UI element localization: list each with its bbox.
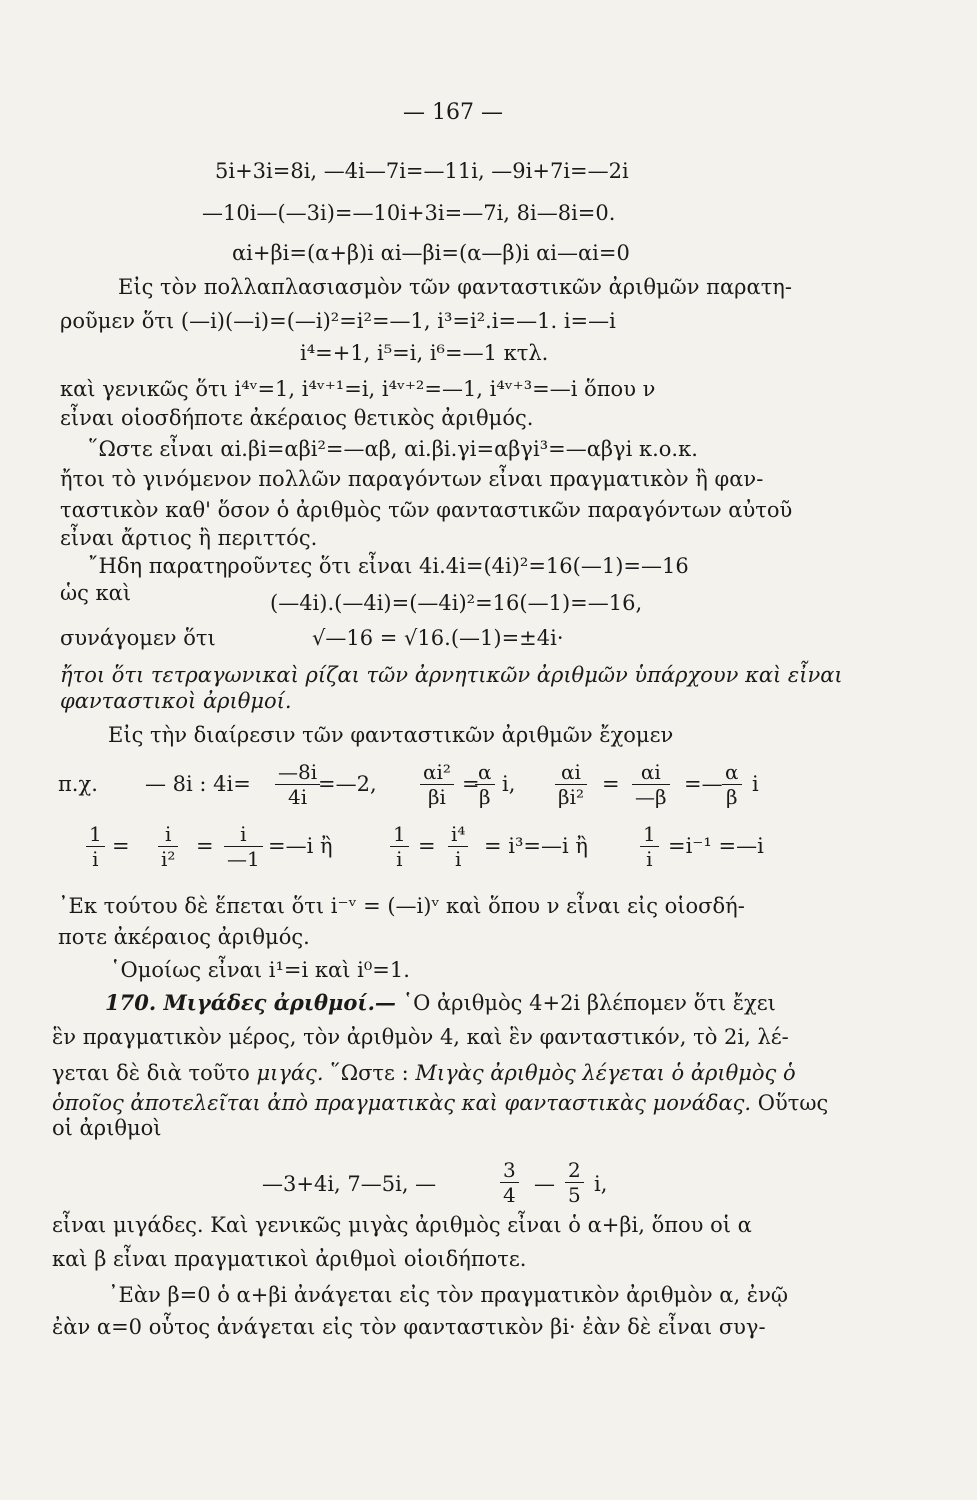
fraction: $\frac{\text{i⁴}}{i}$ bbox=[448, 822, 468, 871]
text-line: συνάγομεν ὅτι bbox=[60, 626, 216, 650]
text-line: καὶ γενικῶς ὅτι i⁴ᵛ=1, i⁴ᵛ⁺¹=i, i⁴ᵛ⁺²=—1, i⁴ᵛ⁺³=—i ὅπου ν bbox=[60, 377, 656, 401]
text-line: ῎Ηδη παρατηροῦντες ὅτι εἶναι 4i.4i=(4i)²=16(—1)=—16 bbox=[88, 554, 689, 578]
text-line: οἱ ἀριθμοὶ bbox=[52, 1116, 162, 1140]
text-line: εἶναι οἱοσδήποτε ἀκέραιος θετικὸς ἀριθμός. bbox=[60, 406, 534, 430]
equation-part: = bbox=[112, 834, 130, 858]
equation-part: i, bbox=[594, 1172, 608, 1196]
fraction: $\frac{\alpha}{\beta}$ bbox=[475, 760, 495, 809]
equation-part: =— bbox=[684, 772, 723, 796]
text-line: ἤτοι τὸ γινόμενον πολλῶν παραγόντων εἶναι πραγματικὸν ἢ φαν- bbox=[60, 467, 764, 491]
equation-line: αi+βi=(α+β)i αi—βi=(α—β)i αi—αi=0 bbox=[232, 241, 630, 265]
fraction: $\frac{1}{i}$ bbox=[390, 822, 409, 871]
text-span: Οὕτως bbox=[757, 1091, 829, 1115]
equation-part: = bbox=[602, 772, 620, 796]
text-line bbox=[52, 1090, 828, 1116]
fraction: $\frac{—8i}{4i}$ bbox=[275, 760, 320, 809]
equation-part: = bbox=[196, 834, 214, 858]
text-line: ποτε ἀκέραιος ἀριθμός. bbox=[58, 925, 310, 949]
text-line: ὡς καὶ bbox=[60, 581, 132, 605]
equation-part: = bbox=[462, 772, 480, 796]
text-line: ῞Ωστε εἶναι αi.βi=αβi²=—αβ, αi.βi.γi=αβγi³=—αβγi κ.ο.κ. bbox=[88, 437, 698, 461]
text-line bbox=[52, 1060, 796, 1086]
equation-part: = i³=—i ἢ bbox=[484, 834, 588, 858]
equation-part: = bbox=[418, 834, 436, 858]
text-line: εἶναι ἄρτιος ἢ περιττός. bbox=[60, 526, 318, 550]
equation-line: i⁴=+1, i⁵=i, i⁶=—1 κτλ. bbox=[300, 341, 549, 365]
text-line: ἐὰν α=0 οὗτος ἀνάγεται εἰς τὸν φανταστικὸν βi· ἐὰν δὲ εἶναι συγ- bbox=[52, 1315, 766, 1339]
definition-text: ὁποῖος ἀποτελεῖται ἀπὸ πραγματικὰς καὶ φανταστικὰς μονάδας. bbox=[52, 1091, 752, 1115]
equation-part: =i⁻¹ =—i bbox=[668, 834, 764, 858]
fraction: $\frac{2}{5}$ bbox=[565, 1158, 584, 1207]
fraction: $\frac{\alpha i}{\text{βi²}}$ bbox=[555, 760, 587, 809]
fraction: $\frac{1}{i}$ bbox=[86, 822, 105, 871]
text-line: ροῦμεν ὅτι (—i)(—i)=(—i)²=i²=—1, i³=i².i=—1. i=—i bbox=[60, 309, 616, 333]
equation-part: i bbox=[752, 772, 759, 796]
text-line: Εἰς τὸν πολλαπλασιασμὸν τῶν φανταστικῶν ἀριθμῶν παρατη- bbox=[118, 275, 792, 299]
text-span: ῾Ο ἀριθμὸς 4+2i βλέπομεν ὅτι ἔχει bbox=[402, 991, 776, 1015]
text-line: καὶ β εἶναι πραγματικοὶ ἀριθμοὶ οἱοιδήποτε. bbox=[52, 1247, 527, 1271]
section-heading-line bbox=[105, 990, 776, 1016]
text-line: Εἰς τὴν διαίρεσιν τῶν φανταστικῶν ἀριθμῶν ἔχομεν bbox=[108, 723, 674, 747]
fraction: $\frac{\alpha i}{—\beta}$ bbox=[632, 760, 670, 809]
section-heading: 170. Μιγάδες ἀριθμοί.— bbox=[105, 990, 396, 1015]
fraction: $\frac{\text{αi²}}{\beta i}$ bbox=[420, 760, 454, 809]
text-line: ῾Ομοίως εἶναι i¹=i καὶ i⁰=1. bbox=[110, 958, 410, 982]
text-span: ῞Ωστε : bbox=[330, 1061, 409, 1085]
fraction: $\frac{i}{—1}$ bbox=[224, 822, 263, 871]
fraction: $\frac{3}{4}$ bbox=[500, 1158, 519, 1207]
text-line: ᾿Εὰν β=0 ὁ α+βi ἀνάγεται εἰς τὸν πραγματικὸν ἀριθμὸν α, ἐνῷ bbox=[108, 1283, 788, 1307]
text-line: ᾿Εκ τούτου δὲ ἕπεται ὅτι i⁻ᵛ = (—i)ᵛ καὶ ὅπου ν εἶναι εἰς οἱοσδή- bbox=[58, 894, 745, 918]
equation-part: — 8i : 4i= bbox=[145, 772, 251, 796]
text-line: ἓν πραγματικὸν μέρος, τὸν ἀριθμὸν 4, καὶ ἓν φανταστικόν, τὸ 2i, λέ- bbox=[52, 1025, 789, 1049]
equation-line: 5i+3i=8i, —4i—7i=—11i, —9i+7i=—2i bbox=[215, 159, 629, 183]
equation-part: — bbox=[534, 1172, 555, 1196]
definition-text: Μιγὰς ἀριθμὸς λέγεται ὁ ἀριθμὸς ὁ bbox=[415, 1061, 796, 1085]
equation-part: =—i ἢ bbox=[268, 834, 333, 858]
text-span: γεται δὲ διὰ τοῦτο bbox=[52, 1061, 250, 1085]
equation-part: i, bbox=[502, 772, 516, 796]
equation-part: =—2, bbox=[318, 772, 377, 796]
text-line: ἤτοι ὅτι τετραγωνικαὶ ρίζαι τῶν ἀρνητικῶν ἀριθμῶν ὑπάρχουν καὶ εἶναι bbox=[60, 663, 843, 687]
example-label: π.χ. bbox=[58, 772, 98, 796]
fraction: $\frac{i}{\text{i²}}$ bbox=[158, 822, 178, 871]
fraction: $\frac{\alpha}{\beta}$ bbox=[722, 760, 742, 809]
equation-line: √—16 = √16.(—1)=±4i· bbox=[312, 626, 564, 650]
equation-line: —10i—(—3i)=—10i+3i=—7i, 8i—8i=0. bbox=[202, 201, 616, 225]
text-span: μιγάς. bbox=[256, 1061, 324, 1085]
text-line: φανταστικοὶ ἀριθμοί. bbox=[60, 689, 292, 713]
fraction: $\frac{1}{i}$ bbox=[640, 822, 659, 871]
equation-line: (—4i).(—4i)=(—4i)²=16(—1)=—16, bbox=[270, 591, 643, 615]
text-line: ταστικὸν καθ' ὅσον ὁ ἀριθμὸς τῶν φανταστικῶν παραγόντων αὐτοῦ bbox=[60, 498, 793, 522]
text-line: εἶναι μιγάδες. Καὶ γενικῶς μιγὰς ἀριθμὸς εἶναι ὁ α+βi, ὅπου οἱ α bbox=[52, 1213, 752, 1237]
page-number: — 167 — bbox=[403, 100, 503, 125]
equation-part: —3+4i, 7—5i, — bbox=[262, 1172, 437, 1196]
